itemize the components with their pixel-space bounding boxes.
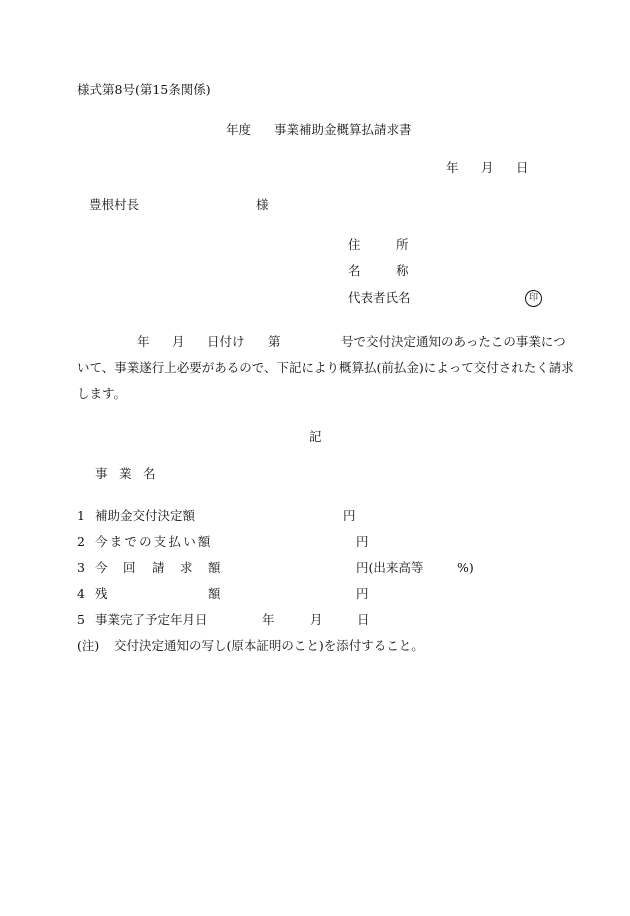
item3-number: 3 bbox=[77, 560, 85, 575]
item1-unit: 円 bbox=[343, 508, 356, 523]
document-title: 事業補助金概算払請求書 bbox=[274, 122, 412, 137]
title-year: 年度 bbox=[226, 122, 252, 137]
date-year: 年 bbox=[446, 160, 459, 175]
ki-heading: 記 bbox=[309, 429, 322, 444]
item3-label-char-4: 求 bbox=[180, 560, 193, 575]
item3-percent: %) bbox=[457, 560, 474, 575]
body-day-dated: 日付け bbox=[207, 334, 245, 349]
item2-number: 2 bbox=[77, 534, 85, 549]
project-name-char-1: 事 bbox=[95, 466, 108, 481]
item1-number: 1 bbox=[77, 508, 85, 523]
project-name-char-2: 業 bbox=[119, 466, 132, 481]
item5-number: 5 bbox=[77, 612, 85, 627]
date-day: 日 bbox=[516, 160, 529, 175]
address-label-char-1: 住 bbox=[348, 237, 361, 252]
form-number: 様式第8号(第15条関係) bbox=[77, 82, 211, 97]
note-prefix: (注) bbox=[77, 638, 100, 653]
item4-unit: 円 bbox=[356, 586, 369, 601]
name-label-char-2: 称 bbox=[396, 263, 409, 278]
note-text: 交付決定通知の写し(原本証明のこと)を添付すること。 bbox=[114, 638, 424, 653]
body-dai: 第 bbox=[268, 334, 281, 349]
item5-label: 事業完了予定年月日 bbox=[95, 612, 208, 627]
item2-label: 今までの支払い額 bbox=[95, 534, 213, 549]
addressee-name: 豊根村長 bbox=[89, 197, 140, 212]
item5-month: 月 bbox=[310, 612, 323, 627]
body-line2: いて、事業遂行上必要があるので、下記により概算払(前払金)によって交付されたく請求 bbox=[77, 360, 574, 375]
item3-label-char-2: 回 bbox=[123, 560, 136, 575]
address-label-char-2: 所 bbox=[396, 237, 409, 252]
item4-label-char-2: 額 bbox=[208, 586, 221, 601]
item3-label-char-1: 今 bbox=[95, 560, 108, 575]
body-line3: します。 bbox=[77, 386, 127, 401]
item4-label-char-1: 残 bbox=[95, 586, 108, 601]
project-name-char-3: 名 bbox=[143, 466, 156, 481]
item5-year: 年 bbox=[262, 612, 275, 627]
item3-unit: 円(出来高等 bbox=[356, 560, 424, 575]
item3-label-char-3: 請 bbox=[152, 560, 165, 575]
body-year: 年 bbox=[137, 334, 150, 349]
name-label-char-1: 名 bbox=[348, 263, 361, 278]
item2-unit: 円 bbox=[356, 534, 369, 549]
body-line1-rest: 号で交付決定通知のあったこの事業につ bbox=[341, 334, 566, 349]
item4-number: 4 bbox=[77, 586, 85, 601]
date-month: 月 bbox=[481, 160, 494, 175]
addressee-honorific: 様 bbox=[256, 197, 269, 212]
item5-day: 日 bbox=[357, 612, 370, 627]
item1-label: 補助金交付決定額 bbox=[95, 508, 196, 523]
body-month: 月 bbox=[172, 334, 185, 349]
representative-label: 代表者氏名 bbox=[348, 290, 411, 305]
seal-mark: 印 bbox=[525, 290, 542, 307]
item3-label-char-5: 額 bbox=[208, 560, 221, 575]
